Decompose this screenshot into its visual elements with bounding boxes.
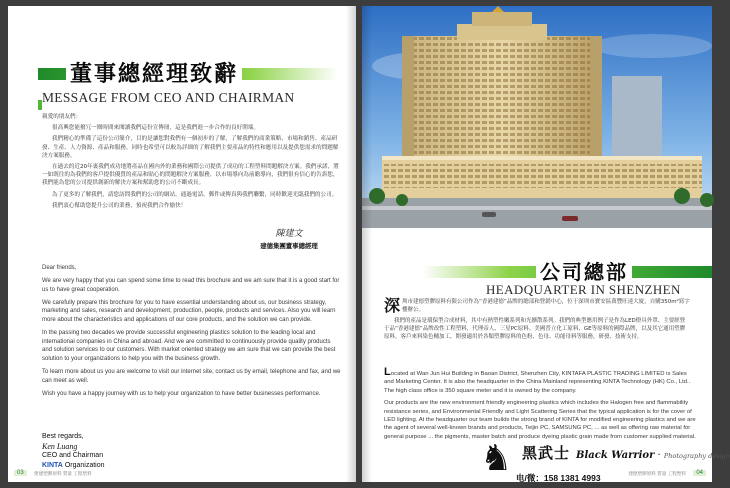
horse-rider-icon: ♞ [480,437,513,478]
en-paragraph: Dear friends, [42,265,77,271]
hq-text-en [384,368,696,445]
org-brand: KINTA [42,461,63,469]
en-paragraph: We are very happy that you can spend some time to read this brochure and we am sure that it is a good start for us to have great cooperation. [42,278,340,293]
en-signature: Ken Luang [42,441,78,451]
hq-title-zh: 公司總部 [536,258,632,286]
zh-paragraph: 為了更多的了解我們，請您訪問我們的公司的網站。通過電話、郵件或傳真與我們聯繫，同時歡迎光臨我們的公司。 [52,191,338,198]
watermark-en: Black Warrior · Photography design [576,450,730,461]
ceo-title-en: MESSAGE FROM CEO AND CHAIRMAN [42,90,338,106]
en-paragraph: Wish you have a happy journey with us to help your organization to have better businesses performance. [42,390,321,397]
left-footer [8,470,356,480]
en-signature-block [42,432,105,470]
en-paragraph: To learn more about us you are welcome to visit our internet site, contact us by email, telephone and fax, and we can meet as well. [42,368,341,384]
ceo-title-zh: 董事總經理致辭 [66,60,242,88]
zh-signature-block [244,226,334,250]
closing: Best regards, [42,433,84,440]
page-number: 03 [14,470,27,476]
en-paragraph: We carefully prepare this brochure for you to have essential understanding about us, our business strategy, marketing and sales, research and development, production, people, products and services. Also you will learn more about the characteristics and applications of our core products, and the solution we can provide. [42,299,336,323]
zh-signature: 陳建文 [275,229,303,239]
en-paragraph: In the passing two decades we provide successful engineering plastics solution to the leading local and international companies in China and abroad. And we are committed to continuously provide quality products and solution services to our customers. With market oriented strategy we am sure that we can provide the best solution to your organizations to help you with the business growth. [42,330,336,362]
zh-paragraph: 深圳市建德塑膠原料有限公司作為“香港建德”品牌的總部和營銷中心，位于深圳市寶安區萬豐旺達大廈，自購350m²寫字樓辦公。 [384,296,690,315]
zh-paragraph: 我們衷心幫助您提升公司的業務，預祝我們合作愉快！ [52,202,187,209]
headquarters-building-photo [362,6,712,228]
zh-paragraph: 在過去的近20年裏我們成功地將產品在國內外的業務和國際公司提供了成功的工程塑料問題解決方案。我們承諾，將一如既往的為我們的客戶提供優質的產品和貼心的問題解決方案服務，以市場導向為前瞻導向，我們很有信心的告訴您，我們能為您的公司提供創新的解決方案和幫助您的公司不斷成長。 [42,164,339,187]
footer-text: 建德塑膠原料 質量 工程塑料 [628,471,686,476]
zh-paragraph: 親愛的朋友們： [42,114,82,120]
en-organization [42,461,105,471]
hq-title-en: HEADQUARTER IN SHENZHEN [486,282,681,297]
right-page [362,6,730,483]
zh-role: 建德集團董事總經理 [260,242,318,250]
watermark-cn: 黑武士 [522,444,571,462]
org-suffix: Organization [62,461,105,469]
en-paragraph: Our products are the new environment friendly engineering plastics which includes the Halogen free and flammability resistance series, and Environmental Friendly and Light Scattering Series that the typical application is for the cover of LED lighting. At the headquarter our team builds the strong brand of KINTA for modified engineering plastics and we are the agent of several well-known brands and products, Teijin PC, SAMSUNG PC, ... as well as offering raw material for general purpose ... the pigments, master batch and produce dyeing plastic grain made from customer supplied material. [384,400,696,440]
zh-paragraph: 我們的產品是環保型合成材料，其中有熱塑性嫩系列和光擴散系列。我們的典型應用例子是作為LED燈具外罩、主要經營于品“香港建德”品牌改性工程塑料，代理帝人、三星PC原料、美國普立化工原料、GE等原料的國際品牌，以及其它通用塑膠原料，客戶來料染色輔加工，開發適用於各類塑膠原料的色粉、色母、功能母料等服務，研發、技術支持。 [384,318,686,340]
left-page [8,6,356,482]
en-role: CEO and Chairman [42,452,104,459]
ceo-letter-en [42,264,342,403]
ceo-heading [38,60,338,106]
footer-text: 建德塑膠原料 質量 工程塑料 [34,471,92,476]
hq-text-zh [384,298,690,344]
en-dropcap: L [384,366,391,378]
ceo-letter-zh [42,113,340,213]
zh-dropcap: 深 [384,296,401,315]
zh-paragraph: 很高興您能撥冗一閱時間來閱讀我們這份宣傳冊，這是我們進一步合作的良好開端。 [52,125,259,132]
zh-paragraph: 我們精心的準備了這份公司簡介，目的是讓您對我們有一個初步的了解，了解我們的商業策略、市場和銷售、產品研發、生產、人力資源、產品和服務。同時也希望可以較為詳細的了解我們主要產品的特性和應用以及提供您需求的問題解決方案服務。 [42,136,339,159]
right-footer [362,470,712,480]
hq-heading [386,258,712,298]
page-number: 04 [693,470,706,476]
contact-phone: 电/微：158 1381 4993 [516,473,601,483]
en-paragraph: Located at Wan Jun Hui Building in Baoan District, Shenzhen City, KINTAFA PLASTIC TRADING LIMITED is Sales and Marketing Center. It is also the headquarter in the China Mainland representing KINTA Technology (HK) Co., Ltd.. The high class office is 350 square meter and it is owned by the company. [384,366,691,394]
